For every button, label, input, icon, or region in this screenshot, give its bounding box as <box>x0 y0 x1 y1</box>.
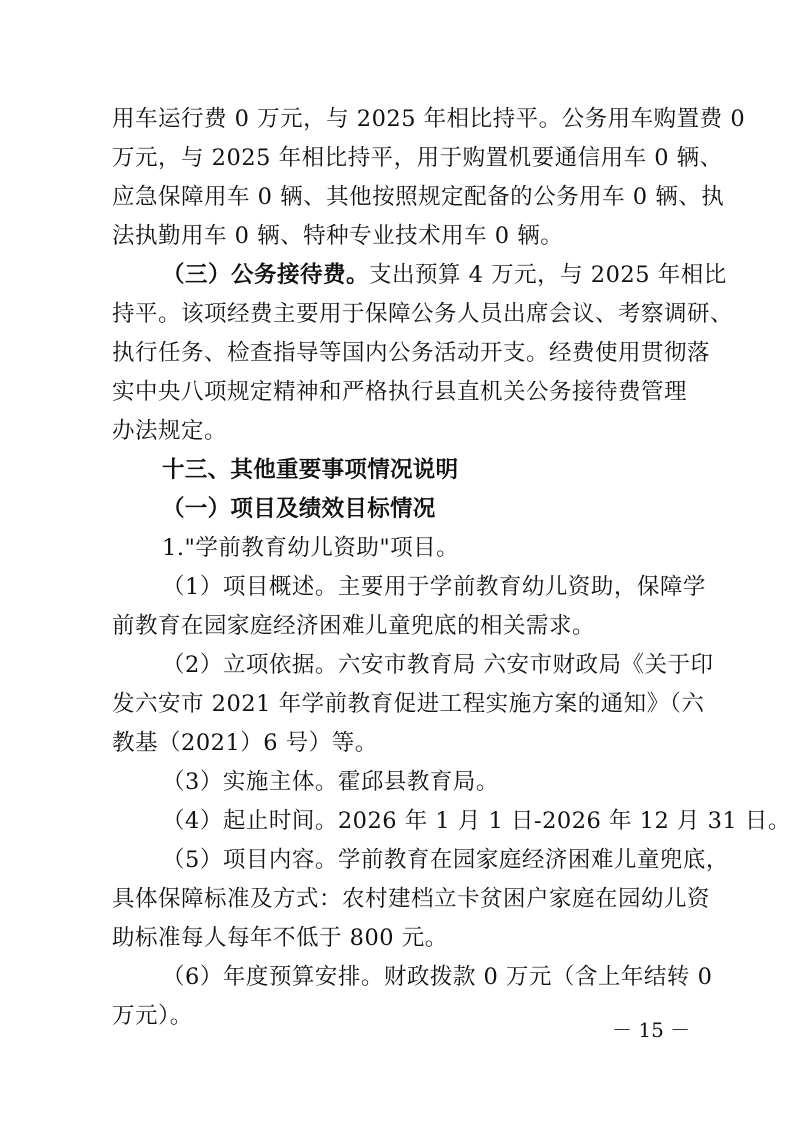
paragraph-text: 支出预算 4 万元，与 2025 年相比 <box>369 262 727 288</box>
paragraph-line: 执行任务、检查指导等国内公务活动开支。经费使用贯彻落 <box>112 340 711 366</box>
page-number: － 15 － <box>612 1018 691 1042</box>
reception-fee-heading: （三）公务接待费。 <box>162 262 370 288</box>
paragraph-line: 万元，与 2025 年相比持平，用于购置机要通信用车 0 辆、 <box>112 145 723 171</box>
paragraph-line: 前教育在园家庭经济困难儿童兜底的相关需求。 <box>112 613 596 639</box>
paragraph-line: 用车运行费 0 万元，与 2025 年相比持平。公务用车购置费 0 <box>112 106 746 132</box>
paragraph-line: 助标准每人每年不低于 800 元。 <box>112 925 448 951</box>
paragraph-line: 万元）。 <box>112 1003 193 1029</box>
paragraph-line: 教基（2021）6 号）等。 <box>112 730 378 756</box>
paragraph-line: 办法规定。 <box>112 418 228 444</box>
paragraph-line: （2）立项依据。六安市教育局 六安市财政局《关于印 <box>162 652 714 678</box>
paragraph-line: 实中央八项规定精神和严格执行县直机关公务接待费管理 <box>112 379 688 405</box>
paragraph-line: 持平。该项经费主要用于保障公务人员出席会议、考察调研、 <box>112 301 734 327</box>
paragraph-line: 法执勤用车 0 辆、特种专业技术用车 0 辆。 <box>112 223 564 249</box>
paragraph-line: 应急保障用车 0 辆、其他按照规定配备的公务用车 0 辆、执 <box>112 184 725 210</box>
paragraph-line: （4）起止时间。2026 年 1 月 1 日-2026 年 12 月 31 日。 <box>162 808 791 834</box>
section-heading: 十三、其他重要事项情况说明 <box>162 457 459 483</box>
project-item-title: 1."学前教育幼儿资助"项目。 <box>162 535 460 561</box>
paragraph-line: （5）项目内容。学前教育在园家庭经济困难儿童兜底， <box>162 847 729 873</box>
paragraph-line: （6）年度预算安排。财政拨款 0 万元（含上年结转 0 <box>162 964 713 990</box>
subsection-heading: （一）项目及绩效目标情况 <box>162 496 436 522</box>
paragraph-line: 具体保障标准及方式：农村建档立卡贫困户家庭在园幼儿资 <box>112 886 711 912</box>
paragraph-line-with-lead <box>162 260 727 290</box>
paragraph-line: （1）项目概述。主要用于学前教育幼儿资助，保障学 <box>162 574 706 600</box>
paragraph-line: （3）实施主体。霍邱县教育局。 <box>162 769 499 795</box>
paragraph-line: 发六安市 2021 年学前教育促进工程实施方案的通知》（六 <box>112 691 705 717</box>
